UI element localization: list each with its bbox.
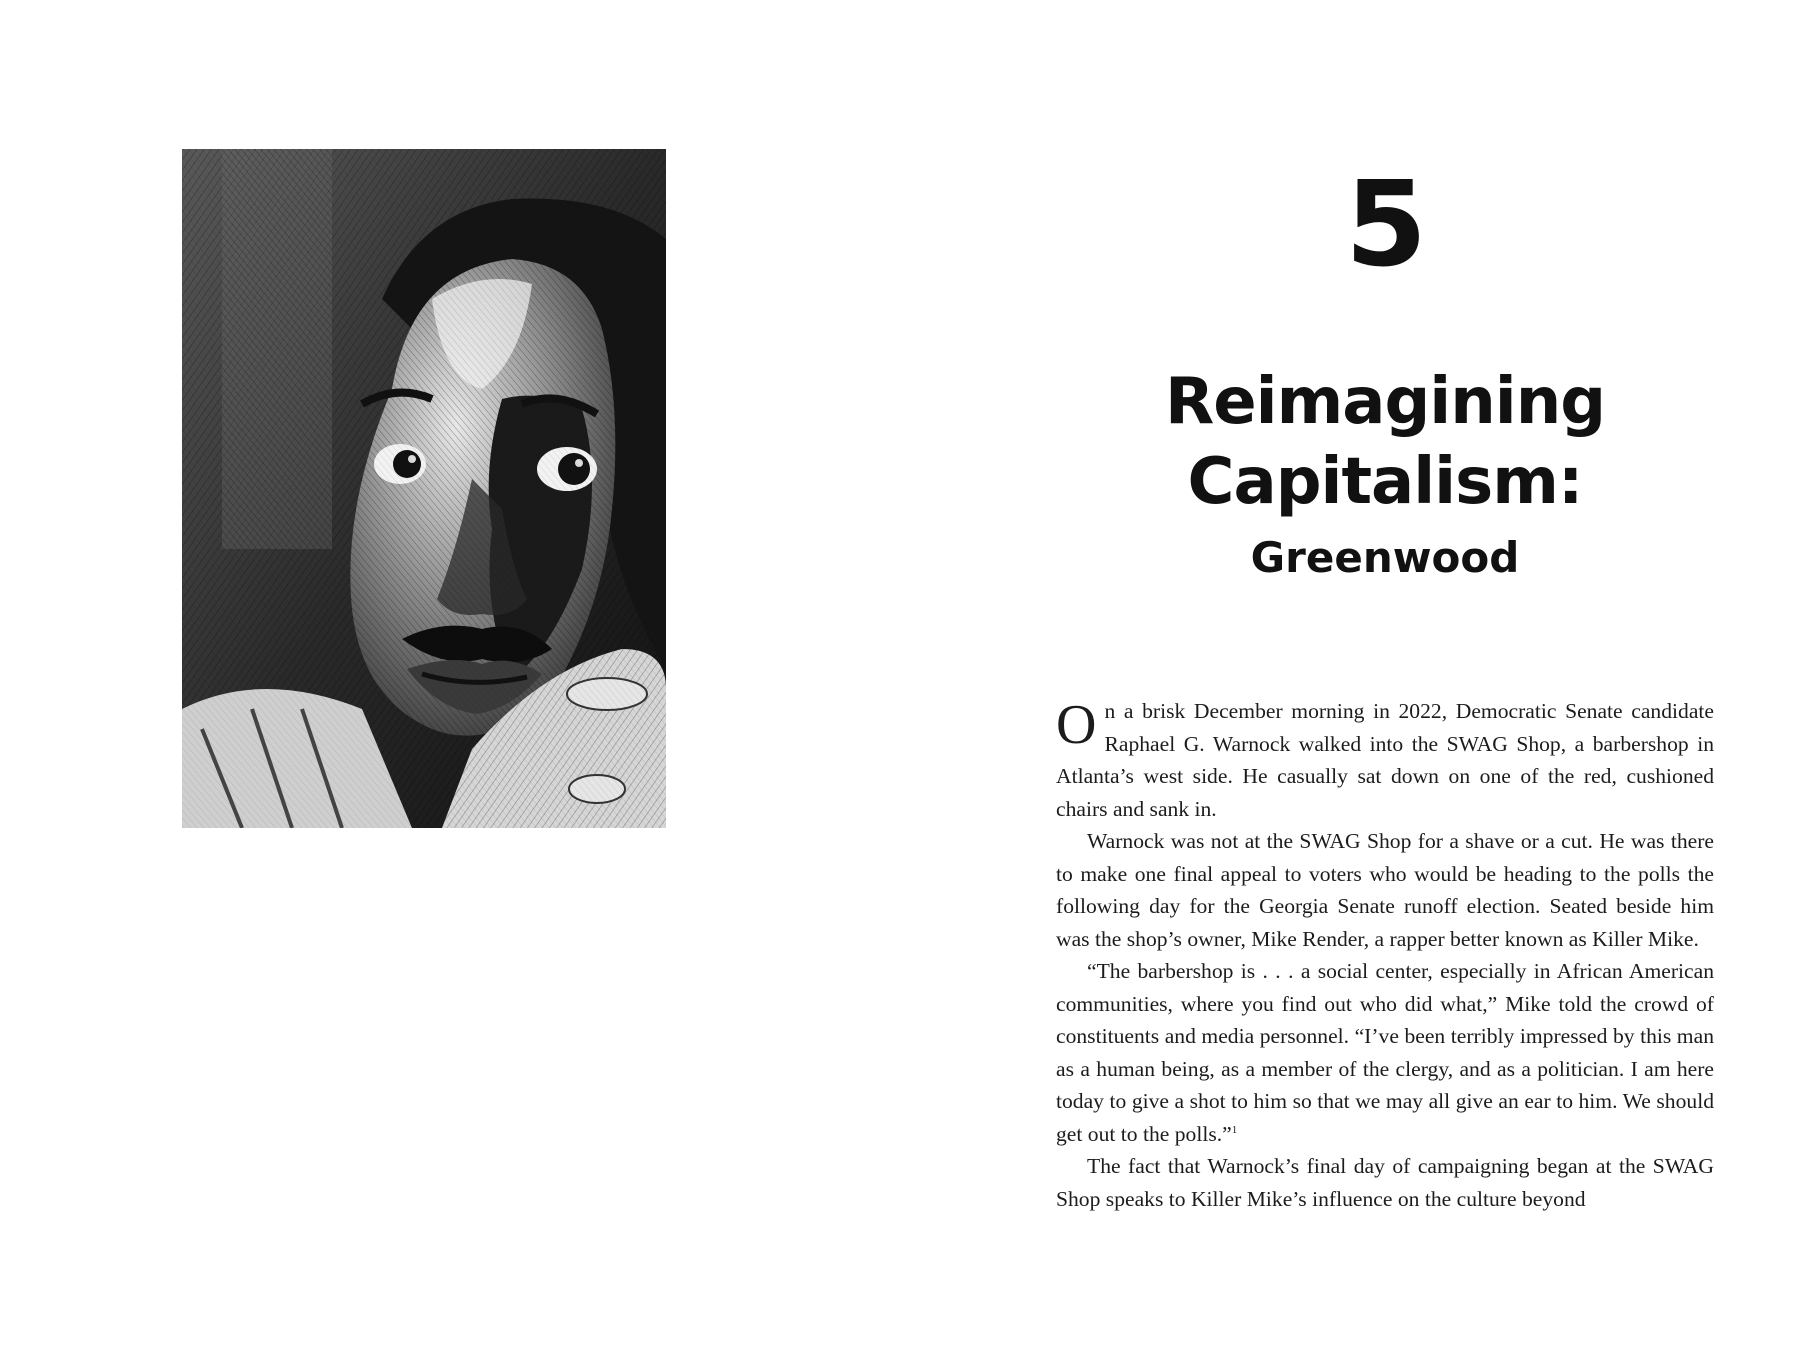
paragraph-1 [1056,695,1714,825]
chapter-body-text [1056,695,1714,1215]
drop-cap: O [1056,694,1097,756]
paragraph-4: The fact that Warnock’s final day of campaigning began at the SWAG Shop speaks to Killer Mike’s influence on the culture beyond [1056,1154,1714,1211]
paragraph-3 [1056,955,1714,1150]
chapter-title-line-1: Reimagining [1164,365,1606,439]
paragraph-1-text: n a brisk December morning in 2022, Democratic Senate candidate Raphael G. Warnock walked into the SWAG Shop, a barbershop in Atlanta’s west side. He casually sat down on one of the red, cushioned chairs and sank in. [1056,699,1714,821]
portrait-illustration [182,149,666,828]
chapter-title [1000,362,1770,522]
chapter-subtitle: Greenwood [1250,533,1520,582]
paragraph-2: Warnock was not at the SWAG Shop for a shave or a cut. He was there to make one final appeal to voters who would be heading to the polls the following day for the Georgia Senate runoff election. Seated beside him was the shop’s owner, Mike Render, a rapper better known as Killer Mike. [1056,829,1714,951]
chapter-title-line-2: Capitalism: [1187,445,1583,519]
footnote-marker[interactable]: 1 [1231,1123,1238,1136]
portrait-drawing [182,149,666,828]
chapter-number: 5 [1344,155,1426,293]
paragraph-3-text: “The barbershop is . . . a social center, especially in African American communities, where you find out who did what,” Mike told the crowd of constituents and media personnel. “I’ve been terribly impressed by this man as a human being, as a member of the clergy, and as a politician. I am here today to give a shot to him so that we may all give an ear to him. We should get out to the polls.” [1056,959,1714,1146]
